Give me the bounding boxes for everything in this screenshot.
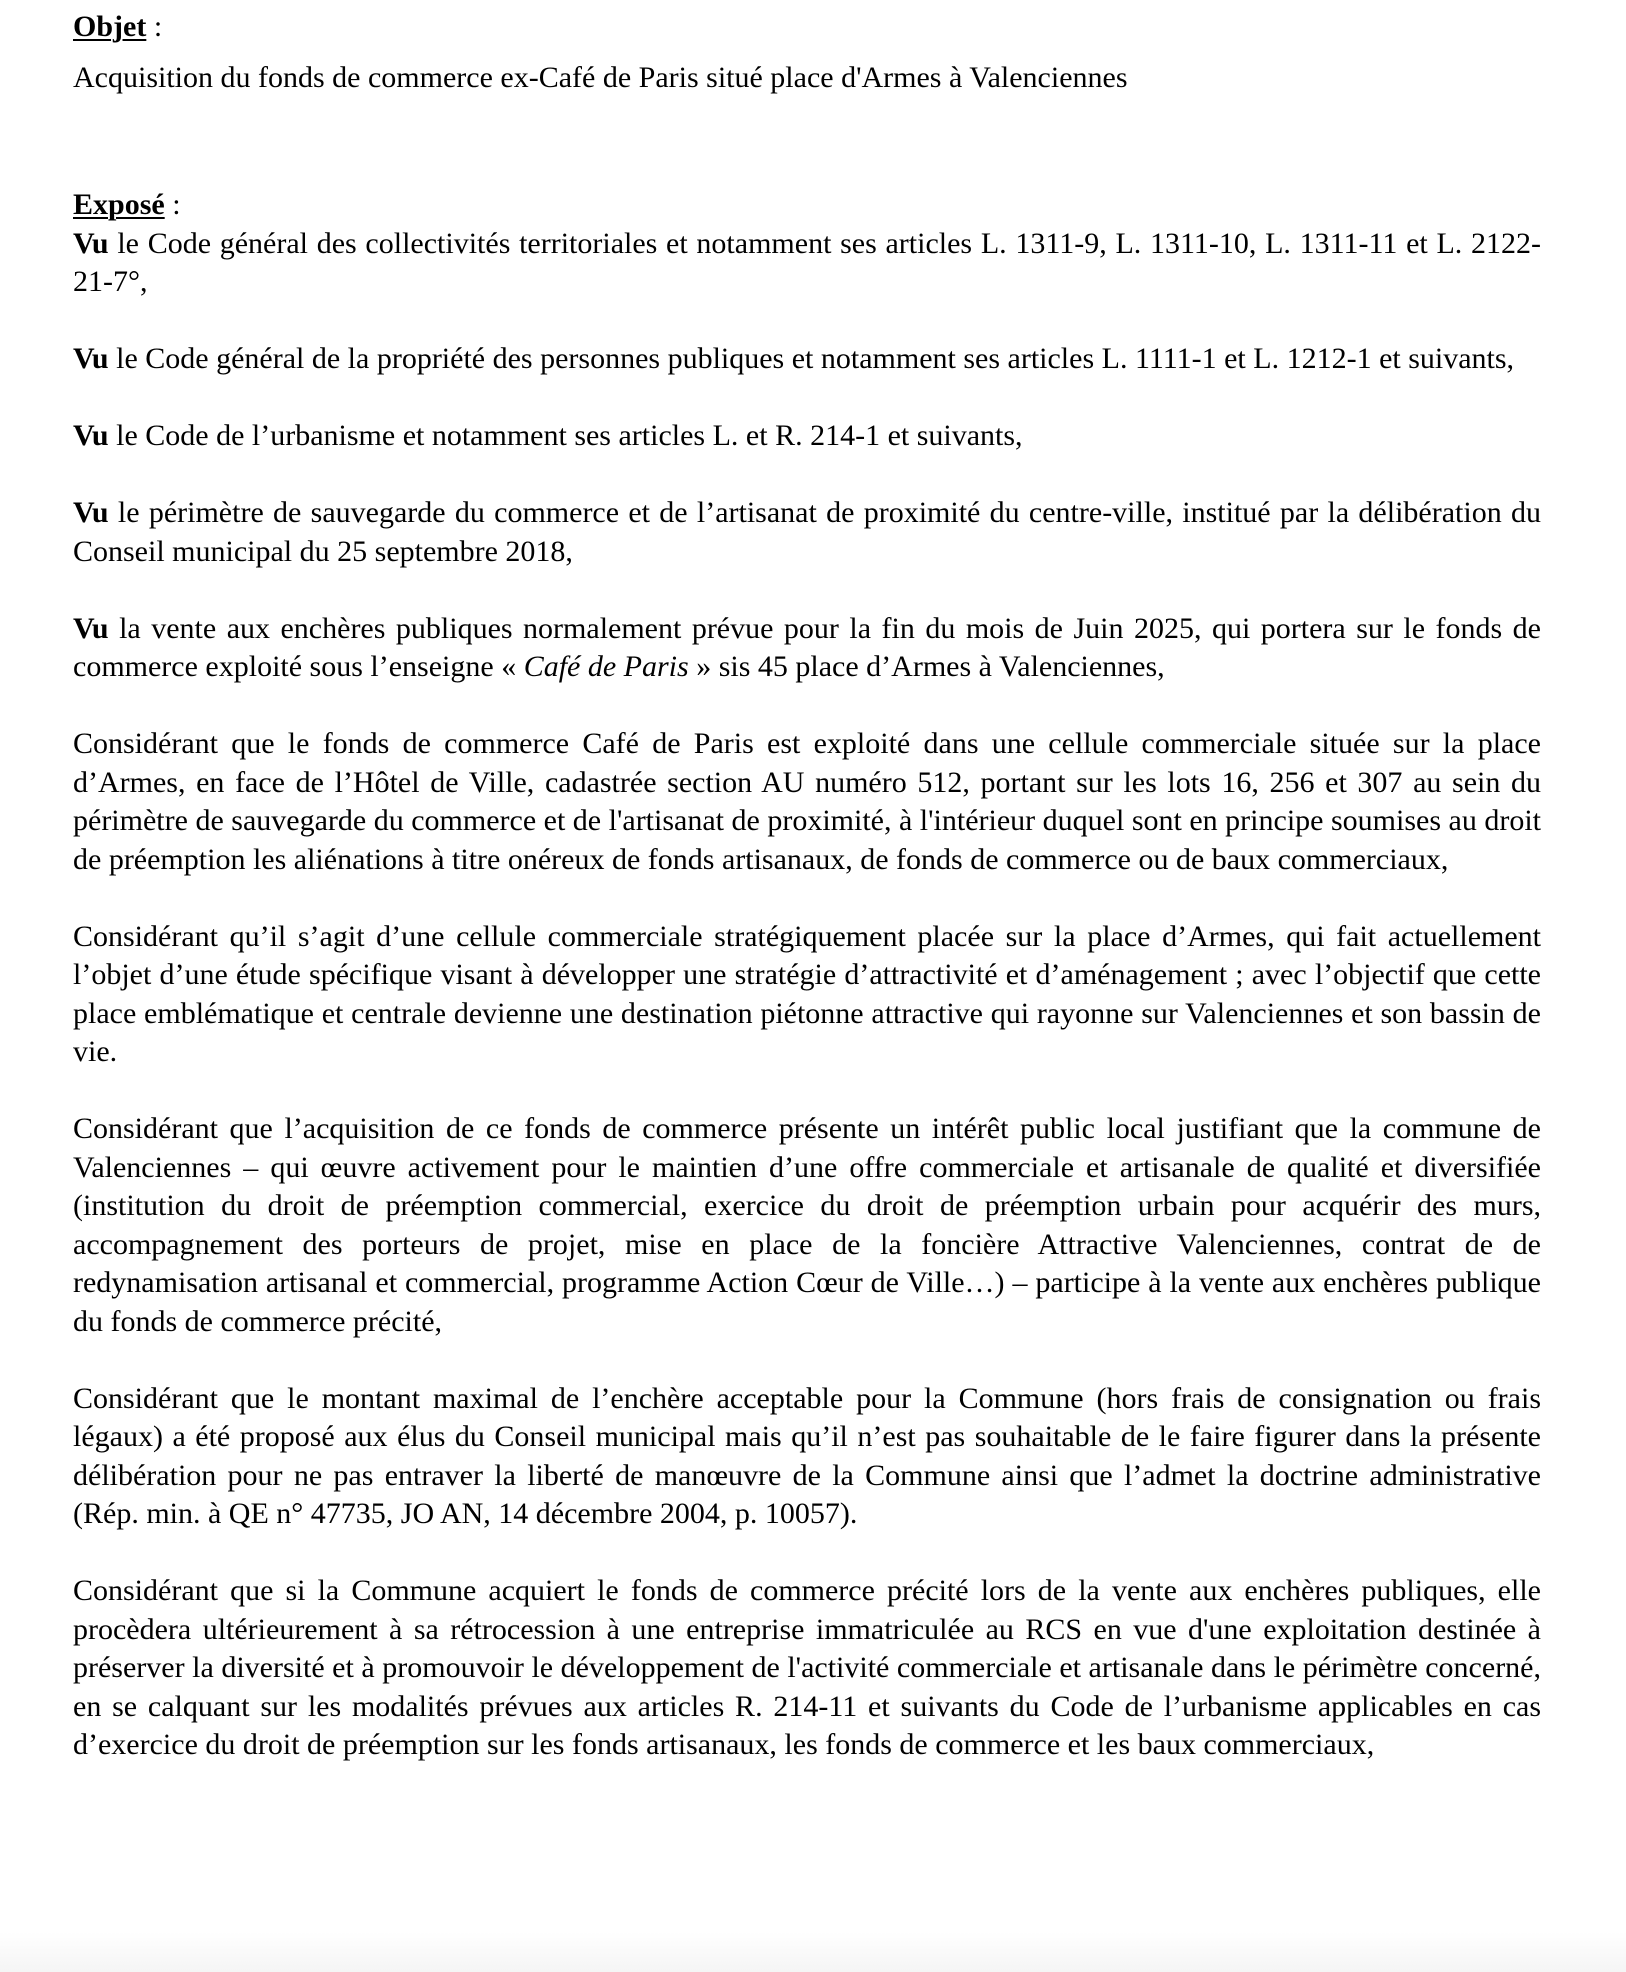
- considerant-paragraph-1: Considérant que le fonds de commerce Café de Paris est exploité dans une cellule commerciale située sur la place d’Armes, en face de l’Hôtel de Ville, cadastrée section AU numéro 512, portant sur les lots 16, 256 et 307 au sein du périmètre de sauvegarde du commerce et de l'artisanat de proximité, à l'intérieur duquel sont en principe soumises au droit de préemption les aliénations à titre onéreux de fonds artisanaux, de fonds de commerce ou de baux commerciaux,: [73, 727, 1541, 876]
- vu-text-before: la vente aux enchères publiques normalement prévue pour la fin du mois de Juin 2025, qui portera sur le fonds de commerce exploité sous l’enseigne «: [73, 611, 1541, 683]
- expose-section: [73, 186, 1541, 1765]
- considerant-paragraph-4: Considérant que le montant maximal de l’enchère acceptable pour la Commune (hors frais de consignation ou frais légaux) a été proposé aux élus du Conseil municipal mais qu’il n’est pas souhaitable de le faire figurer dans la présente délibération pour ne pas entraver la liberté de manœuvre de la Commune ainsi que l’admet la doctrine administrative (Rép. min. à QE n° 47735, JO AN, 14 décembre 2004, p. 10057).: [73, 1381, 1541, 1530]
- vu-label: Vu: [73, 496, 109, 529]
- vu-paragraph-4: [73, 494, 1541, 571]
- vu-paragraph-2: [73, 340, 1541, 379]
- objet-heading-colon: :: [146, 10, 163, 43]
- vu-text: le périmètre de sauvegarde du commerce et de l’artisanat de proximité du centre-ville, institué par la délibération du Conseil municipal du 25 septembre 2018,: [73, 496, 1541, 568]
- vu-text-after: » sis 45 place d’Armes à Valenciennes,: [688, 650, 1165, 683]
- expose-heading-colon: :: [164, 188, 181, 221]
- considerant-paragraph-5: Considérant que si la Commune acquiert le fonds de commerce précité lors de la vente aux enchères publiques, elle procèdera ultérieurement à sa rétrocession à une entreprise immatriculée au RCS en vue d'une exploitation destinée à préserver la diversité et à promouvoir le développement de l'activité commerciale et artisanale dans le périmètre concerné, en se calquant sur les modalités prévues aux articles R. 214-11 et suivants du Code de l’urbanisme applicables en cas d’exercice du droit de préemption sur les fonds artisanaux, les fonds de commerce et les baux commerciaux,: [73, 1574, 1541, 1761]
- vu-italic-name: Café de Paris: [523, 650, 689, 683]
- vu-paragraph-1: [73, 225, 1541, 302]
- objet-text: Acquisition du fonds de commerce ex-Café de Paris situé place d'Armes à Valenciennes: [73, 60, 1128, 94]
- objet-heading: Objet: [73, 10, 147, 43]
- objet-section: [73, 8, 1541, 97]
- considerant-paragraph-3: Considérant que l’acquisition de ce fonds de commerce présente un intérêt public local justifiant que la commune de Valenciennes – qui œuvre activement pour le maintien d’une offre commerciale et artisanale de qualité et diversifiée (institution du droit de préemption commercial, exercice du droit de préemption urbain pour acquérir des murs, accompagnement des porteurs de projet, mise en place de la foncière Attractive Valenciennes, contrat de de redynamisation artisanal et commercial, programme Action Cœur de Ville…) – participe à la vente aux enchères publique du fonds de commerce précité,: [73, 1112, 1541, 1338]
- page-bottom-shadow: [0, 1932, 1626, 1972]
- vu-label: Vu: [73, 342, 109, 375]
- expose-heading: Exposé: [73, 188, 165, 221]
- vu-text: le Code de l’urbanisme et notamment ses articles L. et R. 214-1 et suivants,: [108, 419, 1023, 452]
- vu-label: Vu: [73, 419, 109, 452]
- vu-text: le Code général de la propriété des personnes publiques et notamment ses articles L. 1111-1 et L. 1212-1 et suivants,: [108, 342, 1515, 375]
- expose-heading-line: [73, 186, 1541, 225]
- objet-heading-line: [73, 8, 1541, 47]
- vu-text: le Code général des collectivités territoriales et notamment ses articles L. 1311-9, L. 1311-10, L. 1311-11 et L. 2122-21-7°,: [73, 226, 1541, 298]
- vu-label: Vu: [73, 226, 109, 260]
- vu-paragraph-5: [73, 610, 1541, 687]
- vu-paragraph-3: [73, 417, 1541, 456]
- document-page: [73, 8, 1541, 1803]
- vu-label: Vu: [73, 611, 109, 645]
- considerant-paragraph-2: Considérant qu’il s’agit d’une cellule commerciale stratégiquement placée sur la place d’Armes, qui fait actuellement l’objet d’une étude spécifique visant à développer une stratégie d’attractivité et d’aménagement ; avec l’objectif que cette place emblématique et centrale devienne une destination piétonne attractive qui rayonne sur Valenciennes et son bassin de vie.: [73, 919, 1541, 1068]
